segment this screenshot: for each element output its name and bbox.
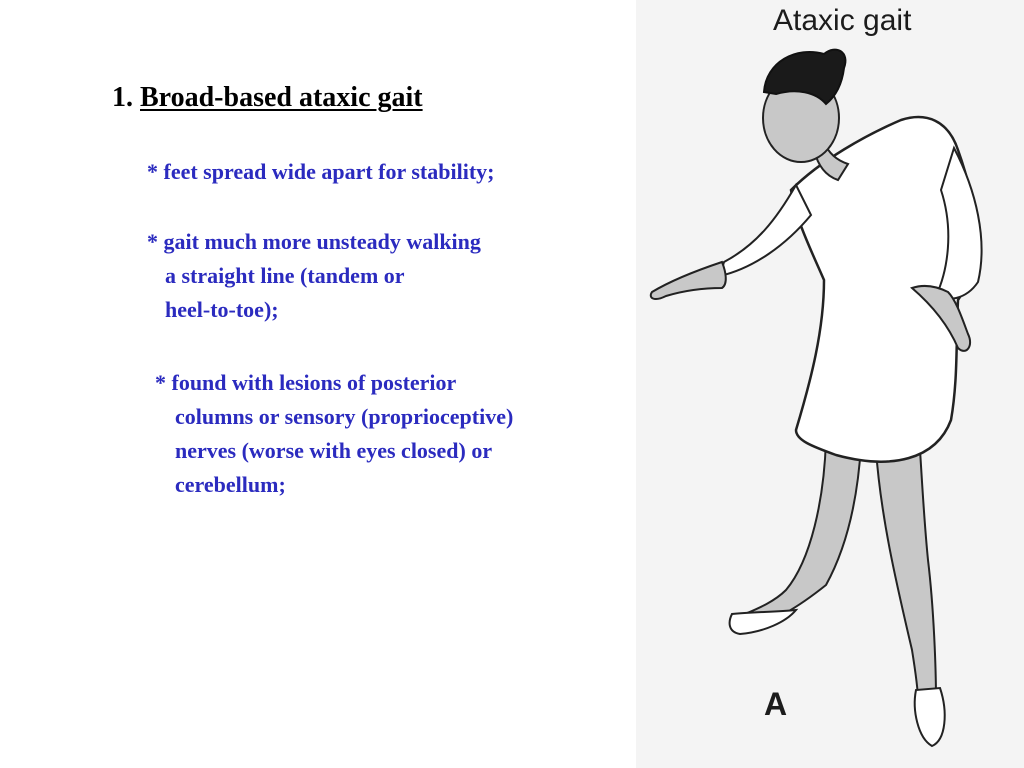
slide-heading xyxy=(112,82,423,114)
bullet-line: * found with lesions of posterior xyxy=(155,370,457,395)
bullet-stability xyxy=(147,155,494,189)
bullet-lesions xyxy=(155,366,513,502)
bullet-line: nerves (worse with eyes closed) or xyxy=(175,438,493,463)
bullet-line: * gait much more unsteady walking xyxy=(147,229,481,254)
left-arm xyxy=(720,185,811,276)
heading-number: 1. xyxy=(112,82,133,113)
heading-title: Broad-based ataxic gait xyxy=(140,82,423,113)
back-shoe xyxy=(730,610,796,634)
bullet-tandem xyxy=(147,225,481,327)
bullet-line: columns or sensory (proprioceptive) xyxy=(175,404,514,429)
front-leg xyxy=(876,450,936,700)
figure-title: Ataxic gait xyxy=(773,4,912,37)
left-hand xyxy=(651,262,726,299)
bullet-line: a straight line (tandem or xyxy=(165,263,405,288)
front-shoe xyxy=(915,688,945,746)
figure-panel-label: A xyxy=(764,686,788,722)
ataxic-gait-figure xyxy=(636,0,1024,768)
ataxic-gait-illustration xyxy=(636,0,1024,768)
back-leg xyxy=(736,440,861,630)
bullet-line: heel-to-toe); xyxy=(165,297,279,322)
bullet-line: * feet spread wide apart for stability; xyxy=(147,159,495,184)
bullet-line: cerebellum; xyxy=(175,472,286,497)
